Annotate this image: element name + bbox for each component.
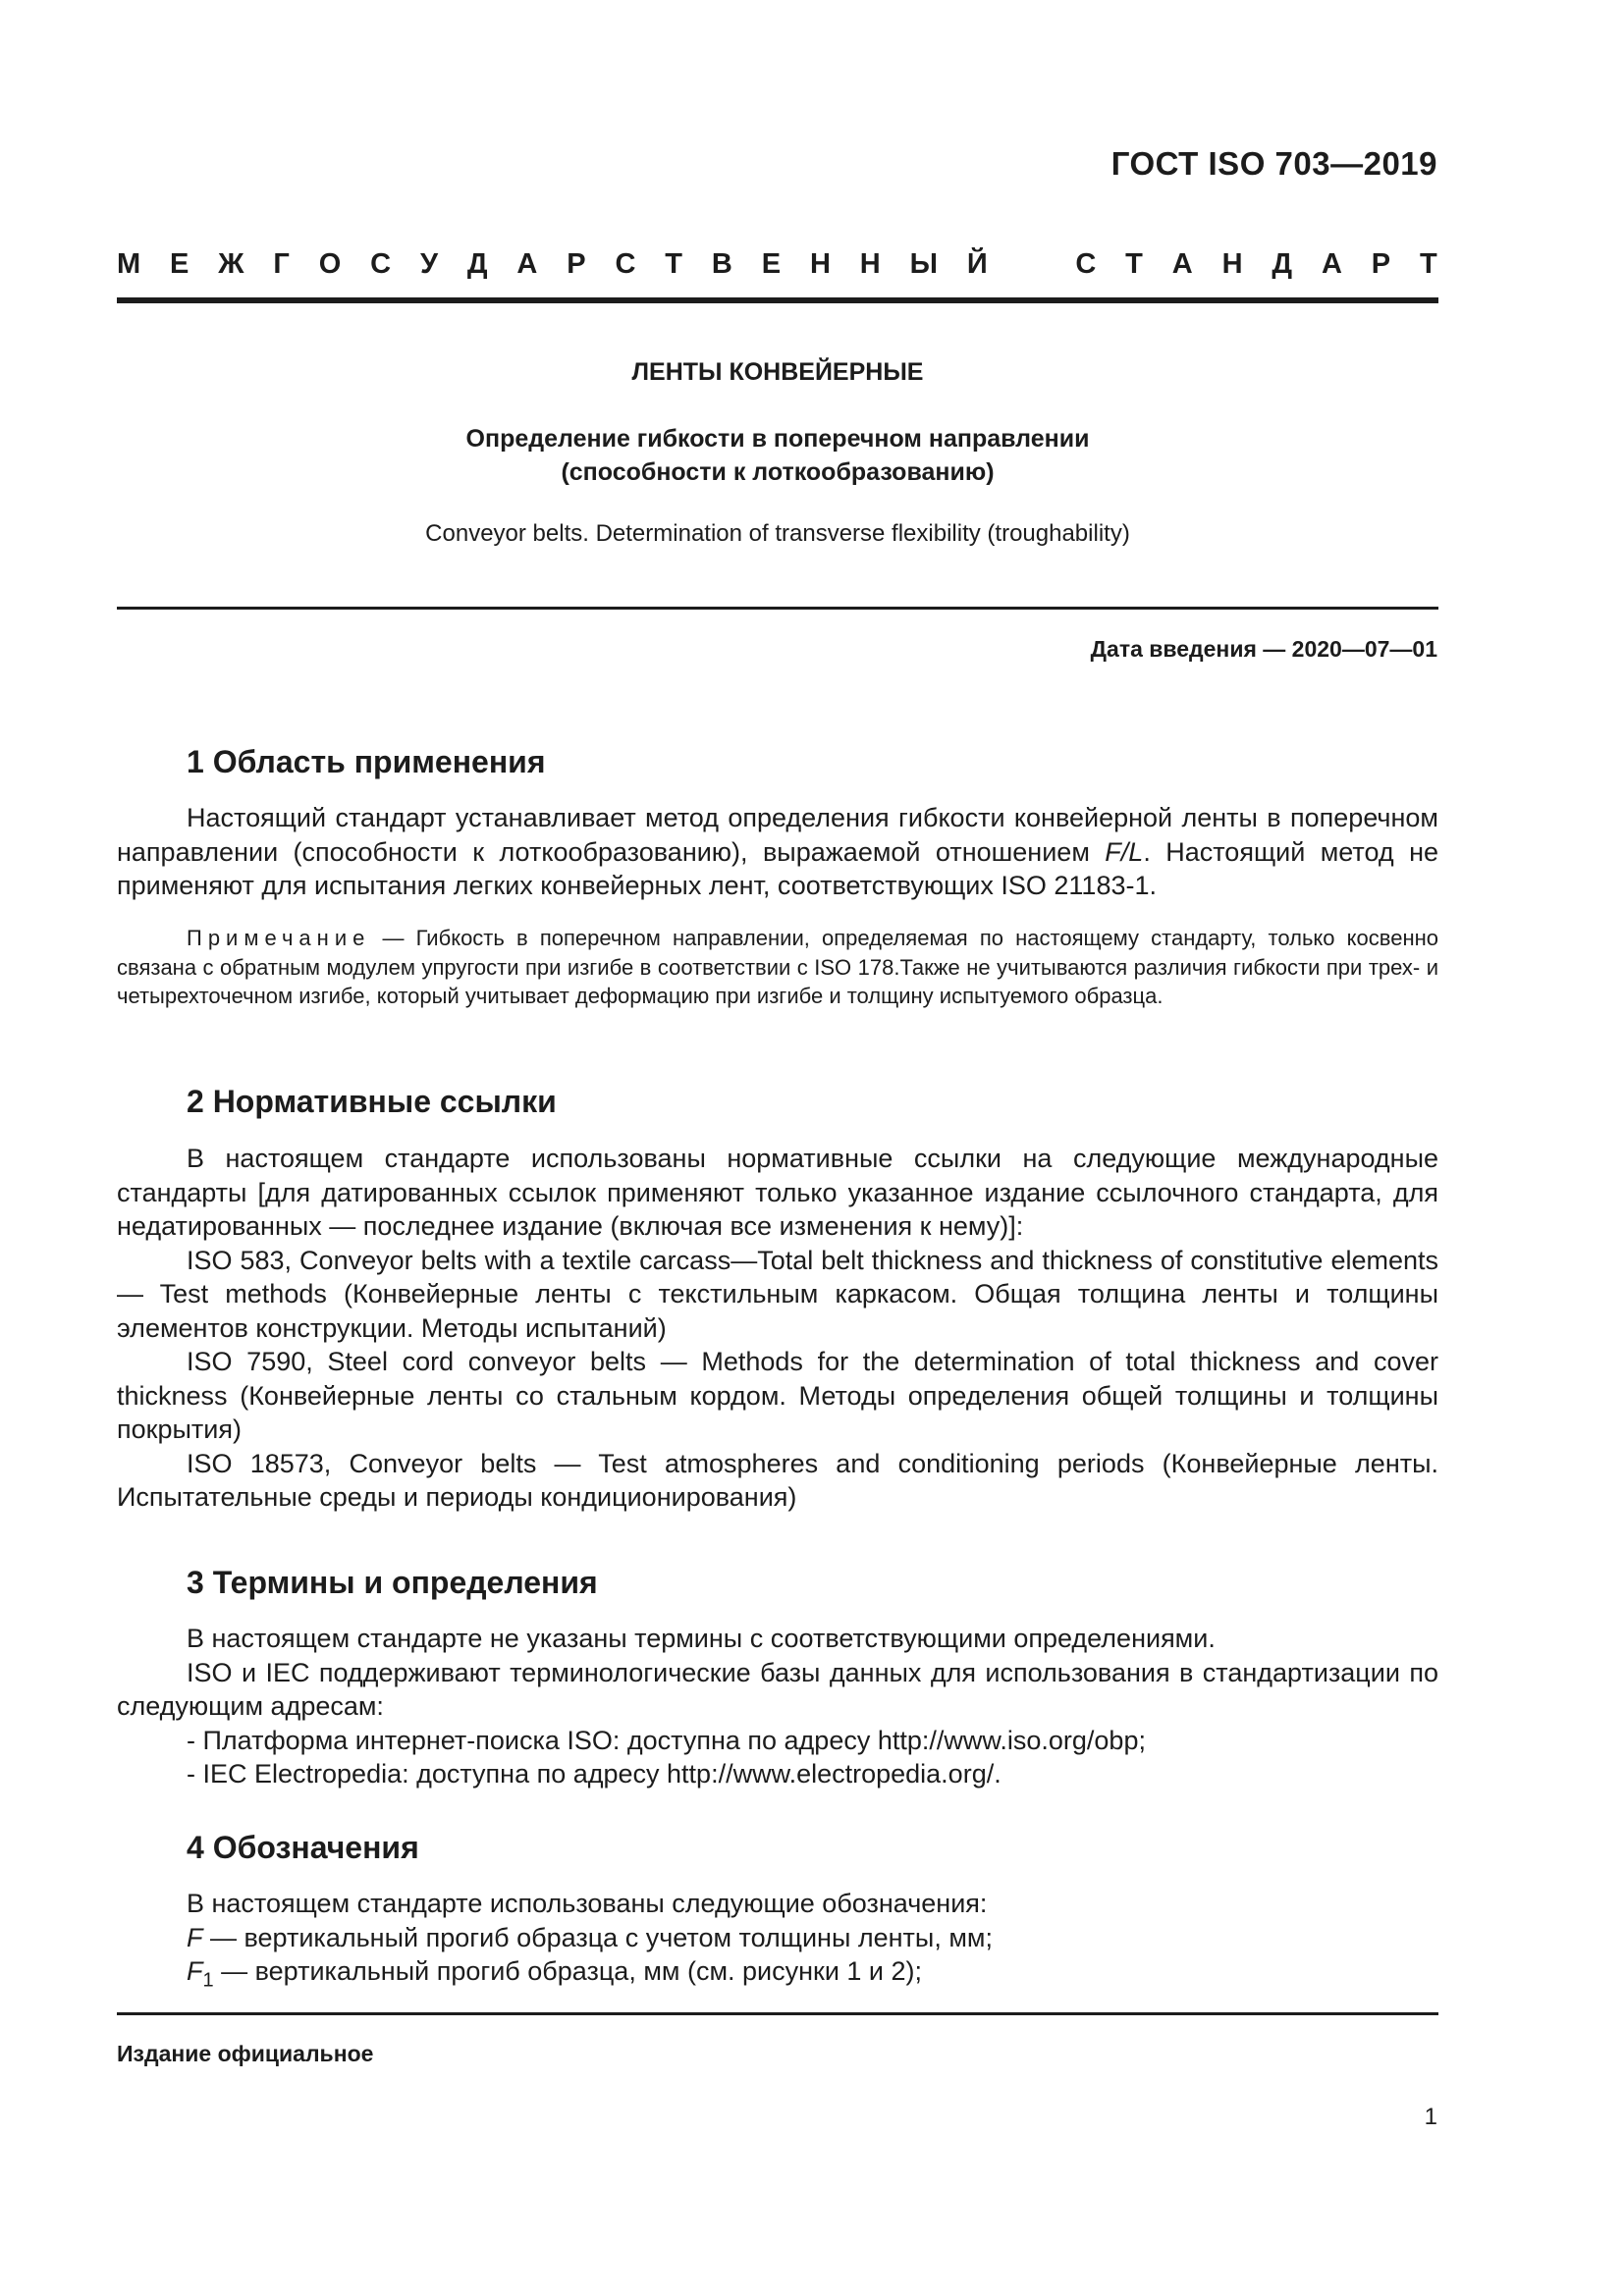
banner-letter: Н: [859, 248, 881, 280]
symbol-definition: $F_1$ — вертикальный прогиб образца, мм (см. рисунки 1 и 2);: [187, 1956, 923, 1992]
list-item: - IEC Electropedia: доступна по адресу http://www.electropedia.org/.: [187, 1759, 1001, 1789]
section-3-heading: 3 Термины и определения: [187, 1565, 598, 1600]
banner-letter: Ж: [218, 248, 244, 280]
banner-letter: В: [711, 248, 732, 280]
banner-letter: Н: [809, 248, 831, 280]
banner-letter: Р: [1371, 248, 1391, 280]
banner-letter: Т: [1420, 248, 1437, 280]
banner-letter: Г: [273, 248, 290, 280]
section-2-body: [117, 1142, 1438, 1515]
banner-letter: Т: [1125, 248, 1143, 280]
banner-letter: Д: [466, 248, 488, 280]
banner-letter: Е: [761, 248, 782, 280]
banner-letter: Т: [665, 248, 683, 280]
section-2-paragraph: В настоящем стандарте использованы нормативные ссылки на следующие международные стандарты [для датированных ссылок применяют только указанное издание ссылочного стандарта, для недатированных — последнее издание (включая все изменения к нему)]:: [117, 1144, 1438, 1241]
title-rule: [117, 607, 1438, 610]
banner-letter: С: [370, 248, 392, 280]
banner-letter: Д: [1272, 248, 1293, 280]
banner-letter: У: [419, 248, 438, 280]
banner-letter: А: [1171, 248, 1193, 280]
reference-item: ISO 7590, Steel cord conveyor belts — Methods for the determination of total thickness and cover thickness (Конвейерные ленты со стальным кордом. Методы определения общей толщины и толщины покрытия): [117, 1347, 1438, 1444]
edition-label: Издание официальное: [117, 2041, 374, 2066]
section-1-paragraph: Настоящий стандарт устанавливает метод определения гибкости конвейерной ленты в поперечном направлении (способности к лоткообразованию), выражаемой отношением F/L. Настоящий метод не применяют для испытания легких конвейерных лент, соответствующих ISO 21183-1.: [117, 803, 1438, 900]
section-4-body: [117, 1887, 1438, 1992]
footer-rule: [117, 2012, 1438, 2015]
note-label: Примечание: [187, 926, 371, 950]
document-title: ЛЕНТЫ КОНВЕЙЕРНЫЕ: [631, 358, 924, 386]
section-4-paragraph: В настоящем стандарте использованы следующие обозначения:: [187, 1889, 988, 1918]
document-subtitle: Определение гибкости в поперечном направлении (способности к лоткообразованию): [465, 425, 1090, 486]
banner-letter: Н: [1221, 248, 1243, 280]
introduction-date: Дата введения — 2020—07—01: [1090, 636, 1437, 662]
banner-letter: Ы: [909, 248, 938, 280]
document-id: ГОСТ ISO 703—2019: [1110, 145, 1437, 182]
banner-letter: Е: [170, 248, 189, 280]
banner-letter: А: [1321, 248, 1342, 280]
symbol-definition: F — вертикальный прогиб образца с учетом толщины ленты, мм;: [187, 1922, 993, 1952]
english-title: Conveyor belts. Determination of transverse flexibility (troughability): [425, 520, 1130, 547]
standard-type-banner: [117, 248, 1437, 281]
reference-item: ISO 18573, Conveyor belts — Test atmospheres and conditioning periods (Конвейерные ленты. Испытательные среды и периоды кондиционирования): [117, 1448, 1438, 1512]
banner-letter: О: [318, 248, 342, 280]
section-1-note: Примечание — Гибкость в поперечном направлении, определяемая по настоящему стандарту, только косвенно связана с обратным модулем упругости при изгибе в соответствии с ISO 178.Также не учитываются различия гибкости при трех- и четырехточечном изгибе, который учитывает деформацию при изгибе и толщину испытуемого образца.: [117, 926, 1438, 1008]
banner-letter: Р: [567, 248, 586, 280]
banner-letter: Й: [966, 248, 988, 280]
list-item: - Платформа интернет-поиска ISO: доступна по адресу http://www.iso.org/obp;: [187, 1725, 1146, 1755]
section-2-heading: 2 Нормативные ссылки: [187, 1084, 557, 1119]
banner-letter: С: [1075, 248, 1097, 280]
reference-item: ISO 583, Conveyor belts with a textile carcass—Total belt thickness and thickness of constitutive elements — Test methods (Конвейерные ленты с текстильным каркасом. Общая толщина ленты и толщины элементов конструкции. Методы испытаний): [117, 1245, 1438, 1343]
section-3-body: [117, 1622, 1438, 1791]
section-4-heading: 4 Обозначения: [187, 1830, 419, 1865]
section-3-paragraph: В настоящем стандарте не указаны термины с соответствующими определениями.: [187, 1624, 1216, 1653]
banner-letter: М: [117, 248, 141, 280]
banner-letter: С: [615, 248, 636, 280]
section-3-paragraph: ISO и IEC поддерживают терминологические базы данных для использования в стандартизации по следующим адресам:: [117, 1657, 1438, 1721]
banner-letter: А: [516, 248, 538, 280]
header-rule: [117, 297, 1438, 303]
section-1-heading: 1 Область применения: [187, 744, 546, 779]
page-number: 1: [1424, 2104, 1437, 2130]
